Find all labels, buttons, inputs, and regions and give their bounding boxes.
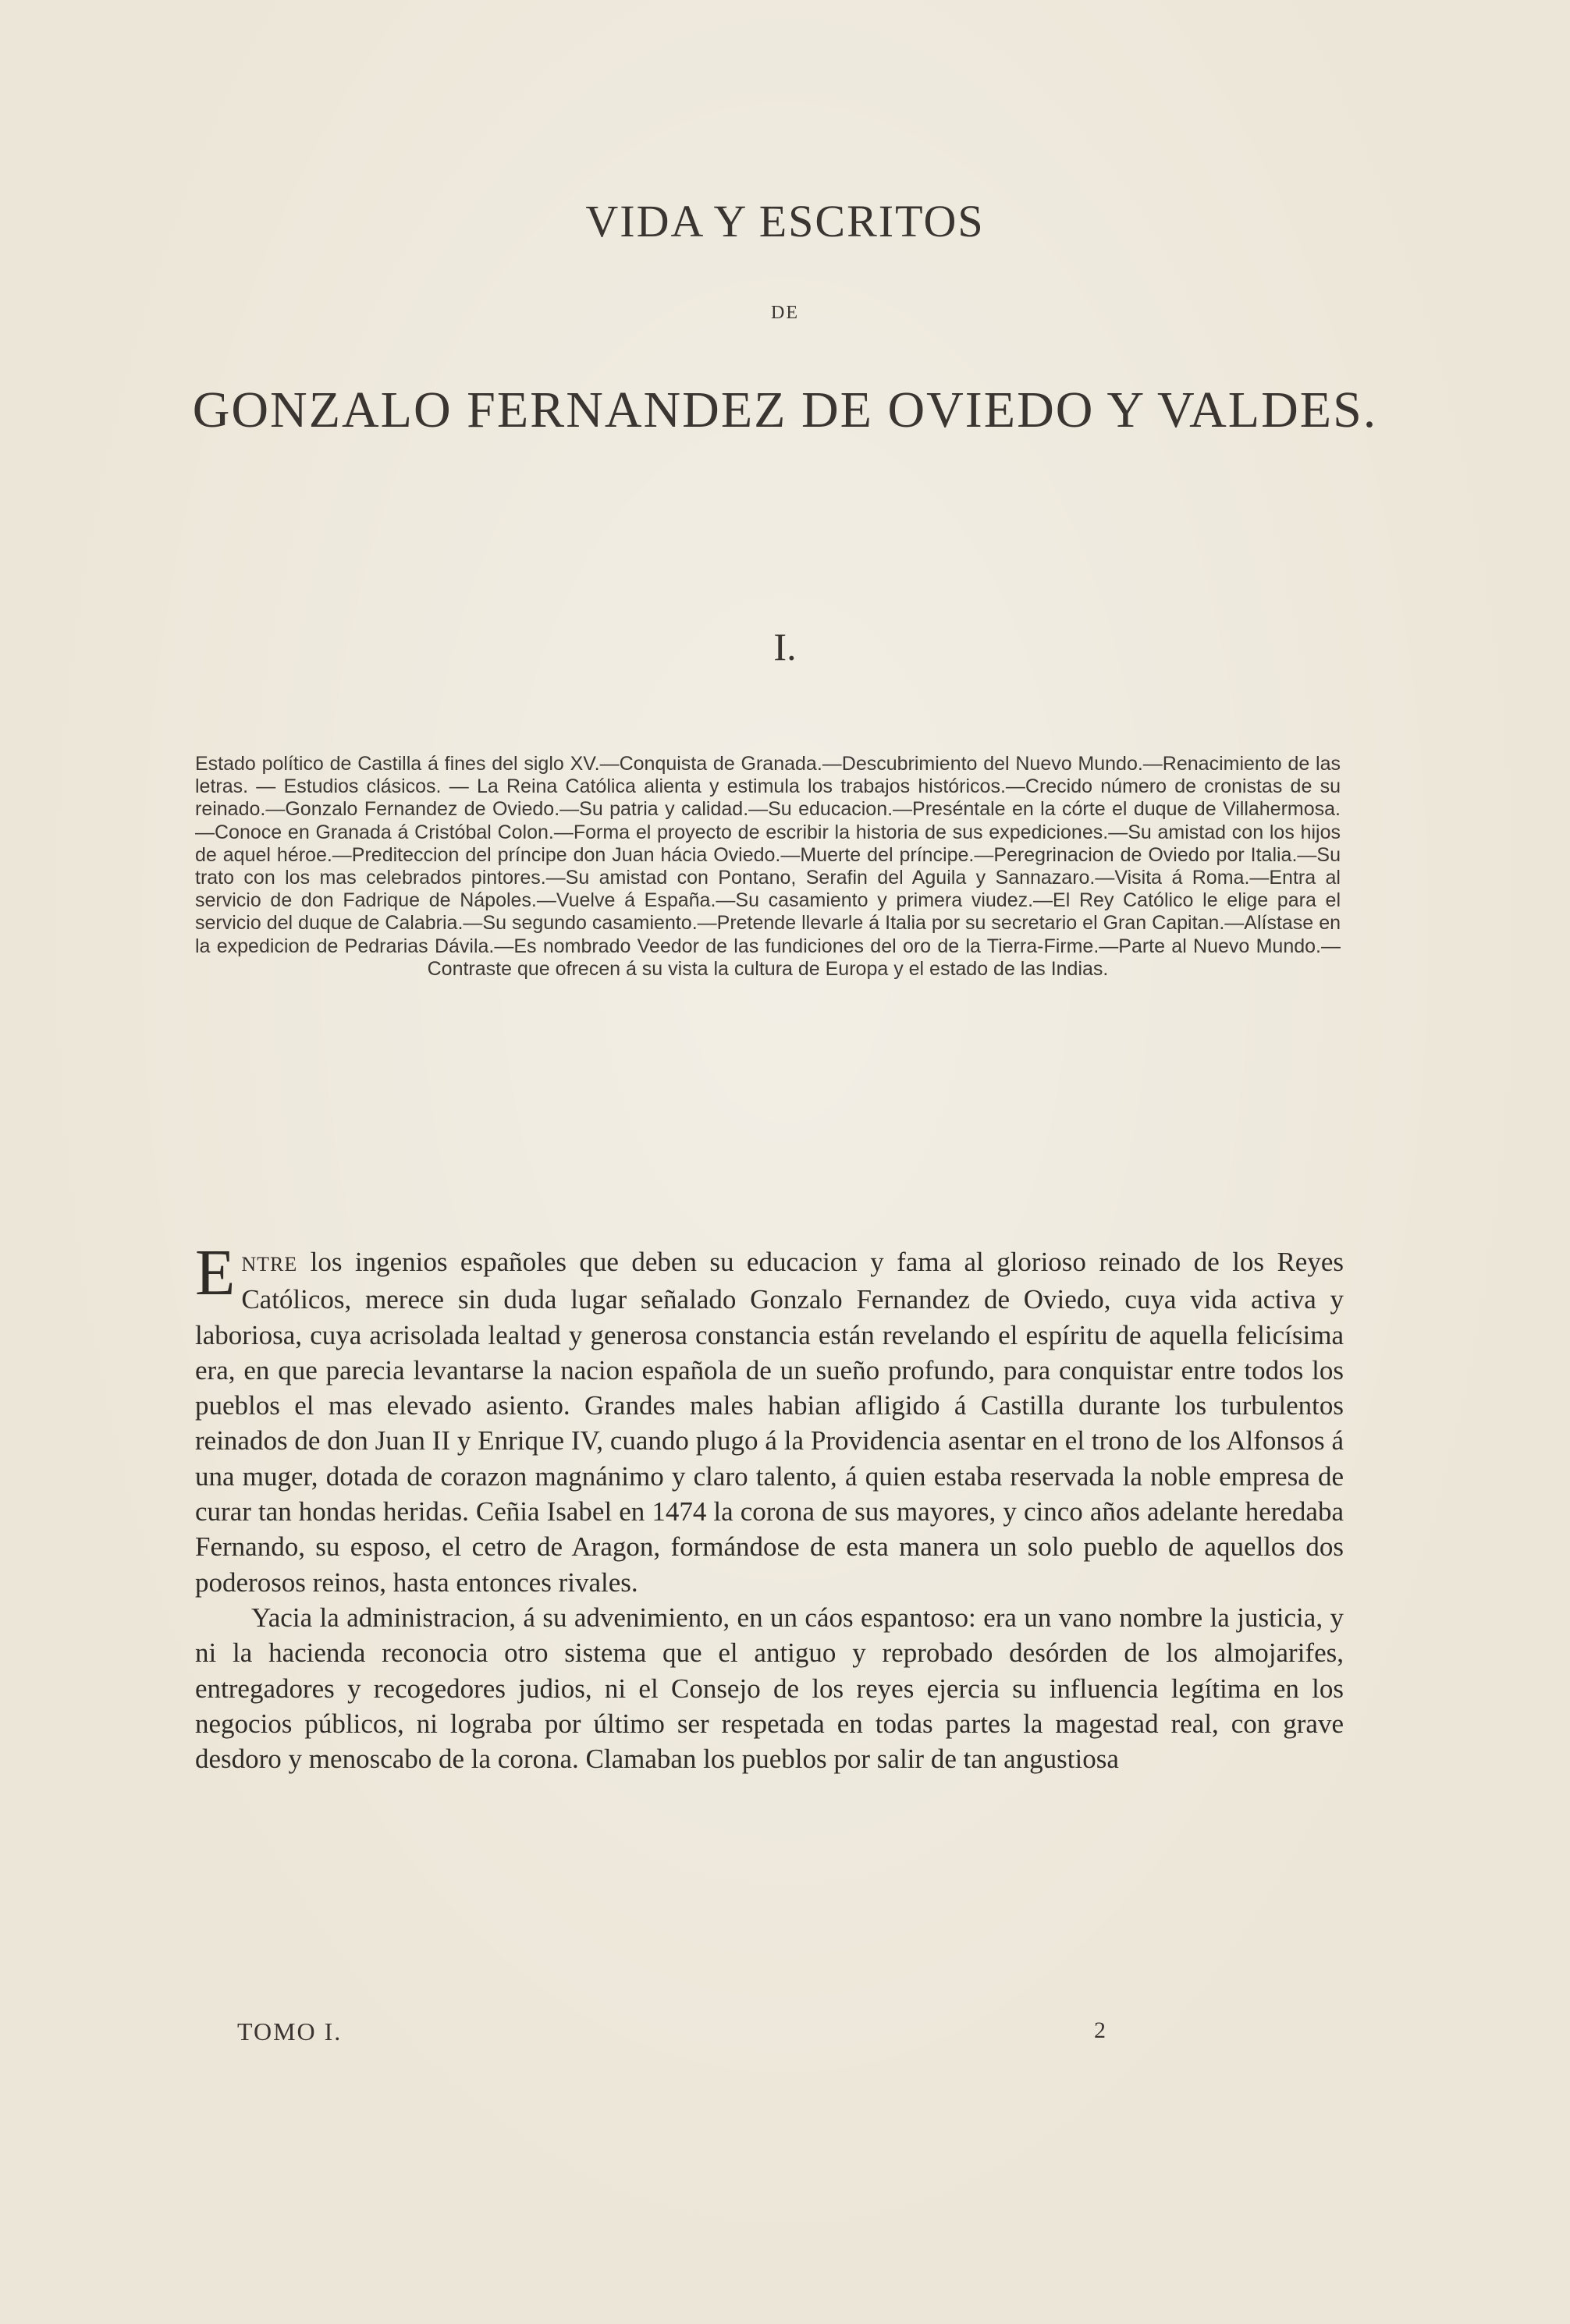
section-number: I. — [773, 625, 797, 669]
drop-cap: E — [195, 1237, 236, 1309]
signature-mark: 2 — [1094, 2017, 1106, 2043]
body-text — [195, 1237, 1344, 1776]
title-connector: DE — [771, 303, 799, 323]
body-paragraph-1 — [195, 1237, 1344, 1600]
chapter-summary: Estado político de Castilla á fines del siglo XV.—Conquista de Granada.—Descubrimiento del Nuevo Mundo.—Renacimiento de las letras. — Estudios clásicos. — La Reina Católica alienta y estimula los trabajos históricos.—Crecido número de cronistas de su reinado.—Gonzalo Fernandez de Oviedo.—Su patria y calidad.—Su educacion.—Preséntale en la córte el duque de Villahermosa.—Conoce en Granada á Cristóbal Colon.—Forma el proyecto de escribir la historia de sus expediciones.—Su amistad con los hijos de aquel héroe.—Prediteccion del príncipe don Juan hácia Oviedo.—Muerte del príncipe.—Peregrinacion de Oviedo por Italia.—Su trato con los mas celebrados pintores.—Su amistad con Pontano, Serafin del Aguila y Sannazaro.—Visita á Roma.—Entra al servicio de don Fadrique de Nápoles.—Vuelve á España.—Su casamiento y primera viudez.—El Rey Católico le elige para el servicio del duque de Calabria.—Su segundo casamiento.—Pretende llevarle á Italia por su secretario el Gran Capitan.—Alístase en la expedicion de Pedrarias Dávila.—Es nombrado Veedor de las fundiciones del oro de la Tierra-Firme.—Parte al Nuevo Mundo.—Contraste que ofrecen á su vista la cultura de Europa y el estado de las Indias. — [195, 753, 1341, 980]
paragraph-1-text: los ingenios españoles que deben su educacion y fama al glorioso reinado de los Reyes Católicos, merece sin duda lugar señalado Gonzalo Fernandez de Oviedo, cuya vida activa y laboriosa, cuya acrisolada lealtad y generosa constancia están revelando el espíritu de aquella felicísima era, en que parecia levantarse la nacion española de un sueño profundo, para conquistar entre todos los pueblos el mas elevado asiento. Grandes males habian afligido á Castilla durante los turbulentos reinados de don Juan II y Enrique IV, cuando plugo á la Providencia asentar en el trono de los Alfonsos á una muger, dotada de corazon magnánimo y claro talento, á quien estaba reservada la noble empresa de curar tan hondas heridas. Ceñia Isabel en 1474 la corona de sus mayores, y cinco años adelante heredaba Fernando, su esposo, el cetro de Aragon, formándose de esta manera un solo pueblo de aquellos dos poderosos reinos, hasta entonces rivales. — [195, 1247, 1344, 1598]
author-name-heading: GONZALO FERNANDEZ DE OVIEDO Y VALDES. — [192, 381, 1378, 438]
body-paragraph-2: Yacia la administracion, á su advenimiento, en un cáos espantoso: era un vano nombre la justicia, y ni la hacienda reconocia otro sistema que el antiguo y reprobado desórden de los almojarifes, entregadores y recogedores judios, ni el Consejo de los reyes ejercia su influencia legítima en los negocios públicos, ni lograba por último ser respetada en todas partes la magestad real, con grave desdoro y menoscabo de la corona. Clamaban los pueblos por salir de tan angustiosa — [195, 1602, 1344, 1775]
opening-small-caps: NTRE — [241, 1253, 298, 1276]
volume-label: TOMO I. — [237, 2017, 343, 2045]
page-title: VIDA Y ESCRITOS — [585, 196, 985, 247]
